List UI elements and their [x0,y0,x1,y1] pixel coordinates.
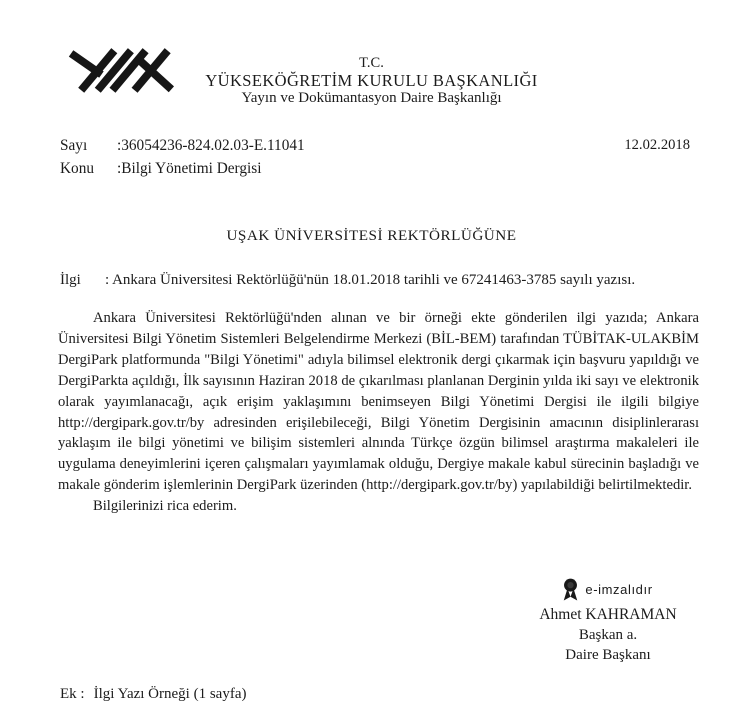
letterhead-department: Yayın ve Dokümantasyon Daire Başkanlığı [241,89,502,106]
esign-label: e-imzalıdır [585,582,653,597]
sayi-value: :36054236-824.02.03-E.11041 [117,137,305,154]
signer-role: Daire Başkanı [565,647,651,663]
meta-block [60,134,305,180]
letterhead [0,55,743,107]
konu-label: Konu [60,160,94,177]
attachment-label: Ek : [60,686,85,702]
ribbon-seal-icon [563,578,578,602]
sayi-row [60,134,305,157]
recipient-line: UŞAK ÜNİVERSİTESİ REKTÖRLÜĞÜNE [226,227,517,244]
signer-title: Başkan a. [578,627,638,643]
closing-line: Bilgilerinizi rica ederim. [93,498,237,515]
letter-date: 12.02.2018 [624,137,690,153]
body-paragraph: Ankara Üniversitesi Rektörlüğü'nden alınan ve bir örneği ekte gönderilen ilgi yazıda; Ankara Üniversitesi Bilgi Yönetim Sistemleri Belgelendirme Merkezi (BİL-BEM) tarafından TÜBİTAK-ULAKBİM DergiPark platformunda "Bilgi Yönetimi" adıyla bilimsel elektronik dergi çıkarmak için başvuru yapıldığı ve DergiParkta açıldığı, İlk sayısının Haziran 2018 de çıkarılması planlanan Derginin yılda iki sayı ve elektronik olarak yayımlanacağı, açık erişim yaklaşımını benimseyen Bilgi Yönetimi Dergisi ile ilgili bilgiye http://dergipark.gov.tr/by adresinden erişilebileceği, Bilgi Yönetim Dergisinin amacının disiplinlerarası yaklaşım ile bilgi yönetimi ve bilişim sistemleri alnında Türkçe özgün bilimsel araştırma makaleleri ile uygulama deneyimlerini içeren çalışmaları yayımlamak olduğu, Dergiye makale kabul sürecinin başladığı ve makale gönderim işlemlerinin DergiPark üzerinden (http://dergipark.gov.tr/by) yapılabildiği belirtilmektedir. [58,310,699,494]
attachment-text: İlgi Yazı Örneği (1 sayfa) [93,686,247,702]
reference-label: İlgi [60,272,81,288]
esign-row [520,577,696,602]
attachment-line [60,686,246,703]
letterhead-tc: T.C. [359,55,384,71]
letterhead-institution: YÜKSEKÖĞRETİM KURULU BAŞKANLIĞI [205,71,538,90]
reference-text: : Ankara Üniversitesi Rektörlüğü'nün 18.01.2018 tarihli ve 67241463-3785 sayılı yazısı. [105,272,636,288]
konu-value: :Bilgi Yönetimi Dergisi [117,160,262,177]
signature-block [520,577,696,665]
reference-line [60,272,700,289]
konu-row [60,157,305,180]
sayi-label: Sayı [60,137,88,154]
signer-name: Ahmet KAHRAMAN [539,606,677,623]
letter-body [58,308,699,517]
